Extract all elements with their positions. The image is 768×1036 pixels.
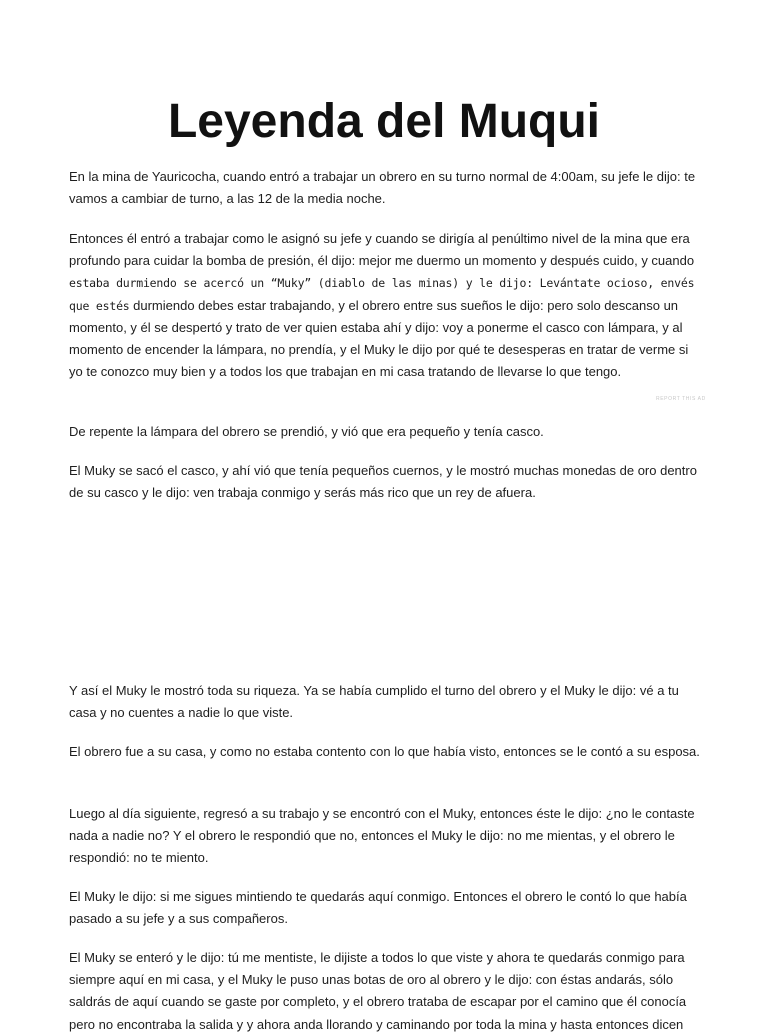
paragraph-7: Luego al día siguiente, regresó a su trabajo y se encontró con el Muky, entonces éste le dijo: ¿no le contaste nada a nadie no? Y el obrero le respondió que no, entonces el Muky le dijo: no me mientas, y el obrero le respondió: no te miento. [69, 806, 695, 866]
paragraph-1: En la mina de Yauricocha, cuando entró a trabajar un obrero en su turno normal de 4:00am, su jefe le dijo: te vamos a cambiar de turno, a las 12 de la media noche. [69, 169, 696, 207]
paragraph-2-part-b: estaba durmiendo se acercó un “Muky” (diablo de las minas) y le dijo: Levántate ocioso, envés que estés [69, 276, 695, 313]
paragraph-2-part-c: durmiendo debes estar trabajando, y el obrero entre sus sueños le dijo: pero solo descanso un momento, y él se despertó y trato de ver quien estaba ahí y dijo: voy a ponerme el casco con lámpara, y al momento de encender la lámpara, no prendía, y el Muky le dijo por qué te desesperas en tratar de verme si yo te conozco muy bien y a todos los que trabajan en mi casa tratando de llevarse lo que tengo. [69, 297, 689, 380]
paragraph-8: El Muky le dijo: si me sigues mintiendo te quedarás aquí conmigo. Entonces el obrero le contó lo que había pasado a su jefe y a sus compañeros. [69, 889, 687, 927]
paragraph-3: De repente la lámpara del obrero se prendió, y vió que era pequeño y tenía casco. [69, 424, 544, 439]
paragraph-9: El Muky se enteró y le dijo: tú me mentiste, le dijiste a todos lo que viste y ahora te quedarás conmigo para siempre aquí en mi casa, y el Muky le puso unas botas de oro al obrero y le dijo: con éstas andarás, sólo saldrás de aquí cuando se gaste por completo, y el obrero trataba de escapar por el camino que él conocía pero no encontraba la salida y y ahora anda llorando y caminando por toda la mina y hasta entonces dicen [69, 950, 687, 1032]
paragraph-2-part-a: Entonces él entró a trabajar como le asignó su jefe y cuando se dirigía al penúltimo nivel de la mina que era profundo para cuidar la bomba de presión, él dijo: mejor me duermo un momento y después cuido, y cuando [69, 231, 695, 269]
paragraph-4: El Muky se sacó el casco, y ahí vió que tenía pequeños cuernos, y le mostró muchas monedas de oro dentro de su casco y le dijo: ven trabaja conmigo y serás más rico que un rey de afuera. [69, 463, 697, 501]
page-title: Leyenda del Muqui [167, 95, 601, 148]
report-ad-link[interactable]: REPORT THIS AD [656, 396, 706, 402]
paragraph-5: Y así el Muky le mostró toda su riqueza. Ya se había cumplido el turno del obrero y el Muky le dijo: vé a tu casa y no cuentes a nadie lo que viste. [69, 683, 679, 721]
paragraph-2 [69, 228, 703, 383]
paragraph-6: El obrero fue a su casa, y como no estaba contento con lo que había visto, entonces se le contó a su esposa. [69, 744, 700, 759]
